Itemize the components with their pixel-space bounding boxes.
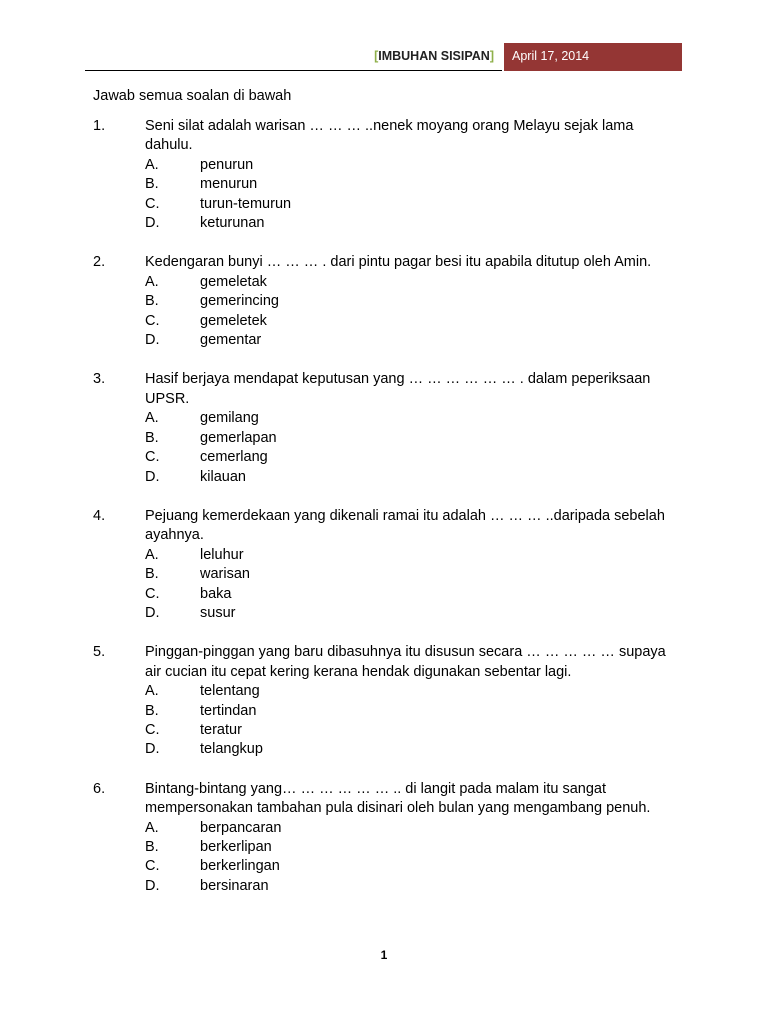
question-row [93, 643, 683, 682]
question-text: Bintang-bintang yang… … … … … … .. di langit pada malam itu sangat mempersonakan tambahan pula disinari oleh bulan yang mengambang penuh. [145, 780, 651, 817]
answer-option [145, 702, 683, 721]
question-row [93, 780, 683, 819]
option-letter: D. [145, 215, 160, 232]
answer-option [145, 740, 683, 759]
option-text: tertindan [200, 702, 257, 719]
question-row [93, 117, 683, 156]
answer-option [145, 214, 683, 233]
answer-option [145, 468, 683, 487]
question-item [93, 370, 683, 486]
option-text: berpancaran [200, 819, 282, 836]
option-letter: B. [145, 293, 159, 310]
option-list [145, 409, 683, 487]
option-text: gemerlapan [200, 429, 277, 446]
answer-option [145, 273, 683, 292]
option-letter: B. [145, 702, 159, 719]
question-item [93, 507, 683, 623]
answer-option [145, 585, 683, 604]
answer-option [145, 604, 683, 623]
option-text: menurun [200, 176, 258, 193]
answer-option [145, 156, 683, 175]
option-list [145, 546, 683, 624]
option-text: kilauan [200, 468, 246, 485]
answer-option [145, 877, 683, 896]
option-text: telentang [200, 683, 260, 700]
option-list [145, 156, 683, 234]
answer-option [145, 565, 683, 584]
option-text: gementar [200, 332, 262, 349]
option-letter: C. [145, 449, 160, 466]
option-text: teratur [200, 721, 242, 738]
option-list [145, 682, 683, 760]
answer-option [145, 546, 683, 565]
option-text: gemerincing [200, 293, 279, 310]
option-text: berkerlingan [200, 858, 280, 875]
option-letter: B. [145, 429, 159, 446]
option-letter: C. [145, 858, 160, 875]
option-text: turun-temurun [200, 195, 292, 212]
answer-option [145, 721, 683, 740]
question-text: Pinggan-pinggan yang baru dibasuhnya itu disusun secara … … … … … supaya air cucian itu cepat kering kerana hendak digunakan sebentar lagi. [145, 644, 666, 680]
option-letter: B. [145, 566, 159, 583]
question-row [93, 253, 683, 272]
option-letter: B. [145, 176, 159, 193]
question-text: Kedengaran bunyi … … … . dari pintu pagar besi itu apabila ditutup oleh Amin. [145, 254, 652, 271]
option-list [145, 273, 683, 351]
option-text: leluhur [200, 546, 244, 563]
header-rule [85, 70, 502, 71]
question-number: 3. [93, 371, 106, 388]
option-list [145, 819, 683, 897]
header-date: April 17, 2014 [504, 43, 682, 71]
header-title [374, 49, 494, 63]
answer-option [145, 448, 683, 467]
question-row [93, 370, 683, 409]
answer-option [145, 682, 683, 701]
question-number: 2. [93, 254, 106, 271]
question-text: Hasif berjaya mendapat keputusan yang … … … … … … . dalam peperiksaan UPSR. [145, 371, 651, 407]
question-row [93, 507, 683, 546]
option-letter: D. [145, 741, 160, 758]
option-text: gemeletek [200, 312, 267, 329]
question-number: 5. [93, 644, 106, 661]
instruction-text: Jawab semua soalan di bawah [93, 88, 292, 104]
page-number: 1 [380, 948, 388, 962]
option-letter: C. [145, 312, 160, 329]
option-text: warisan [200, 566, 250, 583]
question-item [93, 643, 683, 759]
option-letter: C. [145, 585, 160, 602]
option-text: cemerlang [200, 449, 268, 466]
option-text: bersinaran [200, 877, 269, 894]
option-text: keturunan [200, 215, 265, 232]
answer-option [145, 857, 683, 876]
option-letter: A. [145, 273, 159, 290]
option-letter: B. [145, 839, 159, 855]
question-list [93, 117, 683, 916]
question-number: 4. [93, 507, 106, 524]
question-item [93, 117, 683, 233]
option-letter: A. [145, 156, 159, 173]
header-bracket-open: [ [374, 49, 379, 63]
answer-option [145, 331, 683, 350]
option-letter: A. [145, 819, 159, 836]
option-text: gemilang [200, 410, 259, 427]
option-text: berkerlipan [200, 839, 272, 855]
option-letter: A. [145, 410, 159, 427]
question-text: Seni silat adalah warisan … … … ..nenek moyang orang Melayu sejak lama dahulu. [145, 118, 634, 154]
question-item [93, 780, 683, 896]
option-letter: C. [145, 721, 160, 738]
option-letter: D. [145, 332, 160, 349]
option-text: telangkup [200, 741, 263, 758]
option-letter: D. [145, 468, 160, 485]
answer-option [145, 292, 683, 311]
option-text: baka [200, 585, 232, 602]
answer-option [145, 195, 683, 214]
question-text: Pejuang kemerdekaan yang dikenali ramai itu adalah … … … ..daripada sebelah ayahnya. [145, 507, 665, 544]
answer-option [145, 429, 683, 448]
option-letter: C. [145, 195, 160, 212]
option-text: penurun [200, 156, 254, 173]
header-bracket-close: ] [489, 49, 494, 63]
option-letter: A. [145, 683, 159, 700]
option-letter: D. [145, 604, 160, 621]
question-item [93, 253, 683, 350]
answer-option [145, 838, 683, 857]
answer-option [145, 409, 683, 428]
option-text: gemeletak [200, 273, 267, 290]
option-text: susur [200, 604, 236, 621]
question-number: 1. [93, 118, 106, 134]
header-title-text: IMBUHAN SISIPAN [378, 49, 490, 63]
question-number: 6. [93, 780, 106, 797]
option-letter: D. [145, 877, 160, 894]
answer-option [145, 819, 683, 838]
answer-option [145, 175, 683, 194]
page-header [85, 43, 682, 71]
option-letter: A. [145, 546, 159, 563]
answer-option [145, 312, 683, 331]
